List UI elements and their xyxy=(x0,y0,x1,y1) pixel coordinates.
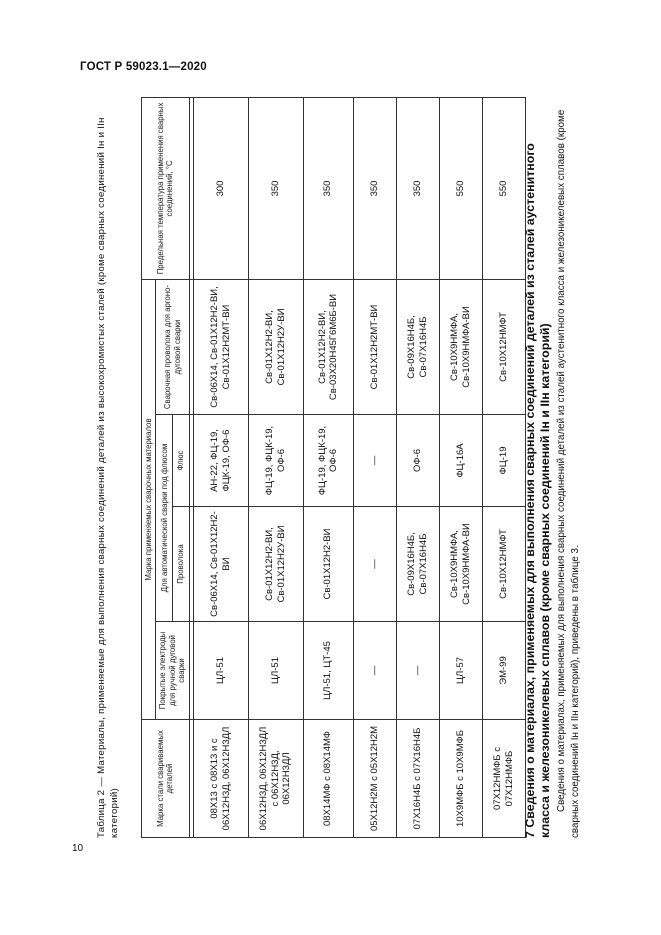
cell-steel: 10Х9МФБ с 10Х9МФБ xyxy=(439,720,482,838)
cell-electrode: ЭМ-99 xyxy=(482,622,525,720)
page-number: 10 xyxy=(72,843,84,854)
cell-flux: АН-22, ФЦ-19, ФЦК-19, ОФ-6 xyxy=(193,415,248,507)
section-paragraph: Сведения о материалах, применяемых для выполнения сварных соединений деталей из сталей аустенитного класса и железоникелевых сплавов (кроме сварных соединений Iн и IIн категорий), приведены в таблице 3. xyxy=(556,109,581,838)
cell-temperature: 350 xyxy=(248,97,303,279)
cell-electrode: ЦЛ-51 xyxy=(193,622,248,720)
cell-temperature: 550 xyxy=(439,97,482,279)
cell-electrode: ЦЛ-51 xyxy=(248,622,303,720)
materials-table xyxy=(141,97,526,838)
cell-wire: Св-06Х14, Св-01Х12Н2-ВИ xyxy=(193,507,248,622)
cell-argon-wire: Св-01Х12Н2МТ-ВИ xyxy=(353,279,396,414)
cell-flux: ФЦ-16А xyxy=(439,415,482,507)
cell-temperature: 300 xyxy=(193,97,248,279)
table-row xyxy=(193,97,248,837)
cell-argon-wire: Св-01Х12Н2-ВИ, Св-03Х20Н45Г6М6Б-ВИ xyxy=(303,279,353,414)
cell-wire: Св-01Х12Н2-ВИ, Св-01Х12Н2У-ВИ xyxy=(248,507,303,622)
cell-argon-wire: Св-10Х12НМФТ xyxy=(482,279,525,414)
header-auto-welding: Для автоматической сварки под флюсом xyxy=(156,415,173,622)
table-caption: Таблица 2 — Материалы, применяемые для выполнения сварных соединений деталей из высокохромистых сталей (кроме сварных соединений Iн и IIн категорий) xyxy=(96,117,120,838)
table-row xyxy=(396,97,439,837)
cell-electrode: — xyxy=(353,622,396,720)
cell-wire: Св-01Х12Н2-ВИ xyxy=(303,507,353,622)
cell-argon-wire: Св-06Х14, Св-01Х12Н2-ВИ, Св-01Х12Н2МТ-ВИ xyxy=(193,279,248,414)
cell-electrode: — xyxy=(396,622,439,720)
table-row xyxy=(353,97,396,837)
cell-argon-wire: Св-10Х9НМФА, Св-10Х9НМФА-ВИ xyxy=(439,279,482,414)
table-row xyxy=(303,97,353,837)
table-row xyxy=(439,97,482,837)
cell-temperature: 350 xyxy=(353,97,396,279)
cell-temperature: 350 xyxy=(396,97,439,279)
cell-temperature: 350 xyxy=(303,97,353,279)
cell-electrode: ЦЛ-57 xyxy=(439,622,482,720)
cell-flux: ФЦ-19, ФЦК-19, ОФ-6 xyxy=(303,415,353,507)
document-header: ГОСТ Р 59023.1—2020 xyxy=(80,61,207,73)
header-steel-grade: Марка стали свариваемых деталей xyxy=(142,720,190,838)
cell-steel: 08Х14МФ с 08Х14МФ xyxy=(303,720,353,838)
header-flux: Флюс xyxy=(173,415,190,507)
cell-flux: ОФ-6 xyxy=(396,415,439,507)
cell-wire: Св-10Х12НМФТ xyxy=(482,507,525,622)
cell-steel: 07Х12НМФБ с 07Х12НМФБ xyxy=(482,720,525,838)
cell-flux: — xyxy=(353,415,396,507)
cell-flux: ФЦ-19 xyxy=(482,415,525,507)
cell-steel: 08Х13 с 08Х13 и с 06Х12Н3Д, 06Х12Н3ДЛ xyxy=(193,720,248,838)
cell-steel: 06Х12Н3Д, 06Х12Н3ДЛ с 06Х12Н3Д, 06Х12Н3ДЛ xyxy=(248,720,303,838)
cell-argon-wire: Св-09Х16Н4Б, Св-07Х16Н4Б xyxy=(396,279,439,414)
header-argon-wire: Сварочная проволока для аргоно-дуговой сварки xyxy=(156,279,189,414)
section-heading: 7 Сведения о материалах, применяемых для выполнения сварных соединений деталей из сталей аустенитного класса и железоникелевых сплавов (кроме сварных соединений Iн и IIн категорий) xyxy=(523,143,552,838)
cell-temperature: 550 xyxy=(482,97,525,279)
cell-wire: Св-10Х9НМФА, Св-10Х9НМФА-ВИ xyxy=(439,507,482,622)
cell-flux: ФЦ-19, ФЦК-19, ОФ-6 xyxy=(248,415,303,507)
header-wire: Проволока xyxy=(173,507,190,622)
cell-electrode: ЦЛ-51, ЦТ-45 xyxy=(303,622,353,720)
table-row xyxy=(482,97,525,837)
rotated-content xyxy=(95,98,581,838)
header-materials: Марка применяемых сварочных материалов xyxy=(142,279,156,719)
cell-wire: — xyxy=(353,507,396,622)
table-row xyxy=(248,97,303,837)
cell-steel: 07Х16Н4Б с 07Х16Н4Б xyxy=(396,720,439,838)
cell-argon-wire: Св-01Х12Н2-ВИ, Св-01Х12Н2У-ВИ xyxy=(248,279,303,414)
header-temperature: Предельная температура применения сварных соединений, °С xyxy=(142,97,190,279)
header-electrodes: Покрытые электроды для ручной дуговой сварки xyxy=(156,622,189,720)
cell-wire: Св-09Х16Н4Б, Св-07Х16Н4Б xyxy=(396,507,439,622)
cell-steel: 05Х12Н2М с 05Х12Н2М xyxy=(353,720,396,838)
